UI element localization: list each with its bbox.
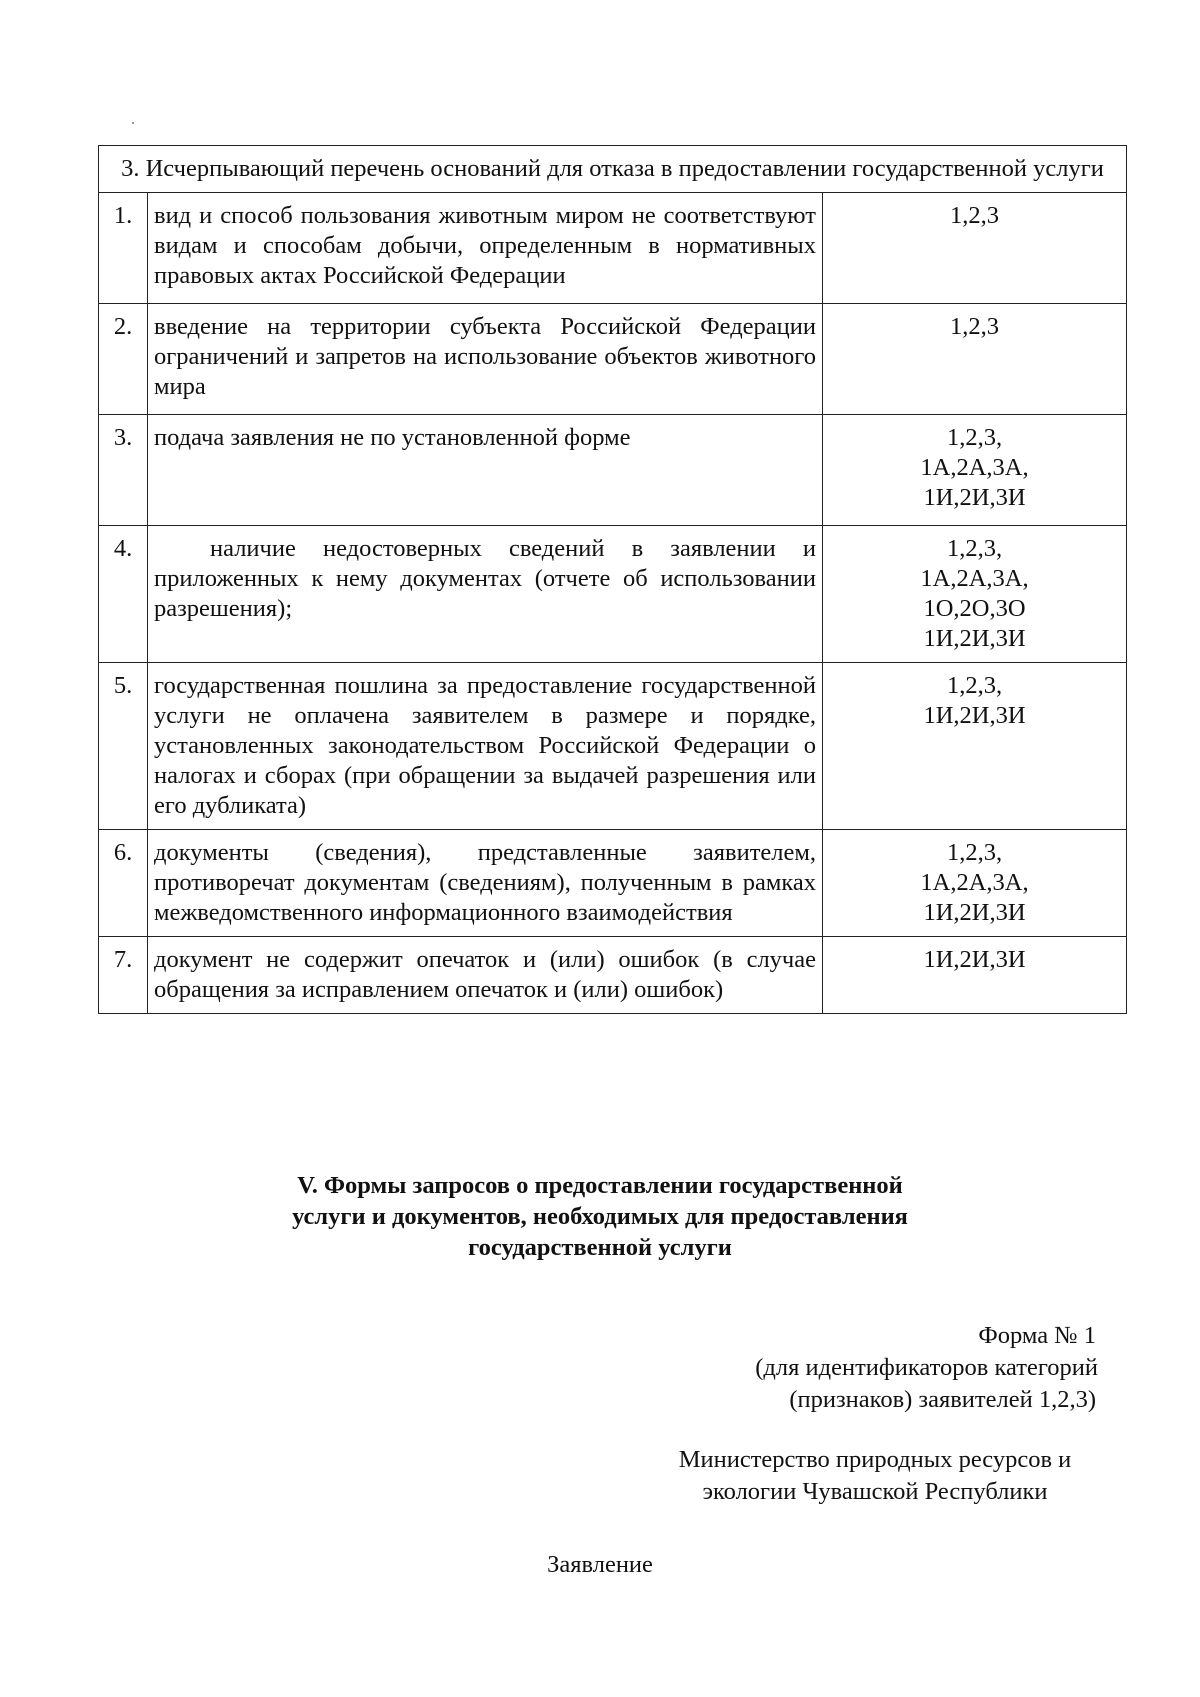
code-line: 1А,2А,3А,	[920, 869, 1029, 896]
code-line: 1А,2А,3А,	[920, 454, 1029, 481]
form-note: (признаков) заявителей 1,2,3)	[789, 1386, 1096, 1413]
table-header: 3. Исчерпывающий перечень оснований для отказа в предоставлении государственной услуги	[99, 146, 1127, 193]
row-description: наличие недостоверных сведений в заявлении и приложенных к нему документах (отчете об использовании разрешения);	[148, 526, 823, 663]
scan-speck	[132, 122, 134, 124]
code-line: 1О,2О,3О	[923, 595, 1026, 622]
row-description: государственная пошлина за предоставление государственной услуги не оплачена заявителем в размере и порядке, установленных законодательством Российской Федерации о налогах и сборах (при обращении за выдачей разрешения или его дубликата)	[148, 663, 823, 830]
section-heading	[200, 1170, 1000, 1263]
row-number: 7.	[99, 937, 148, 1014]
row-description: подача заявления не по установленной форме	[148, 415, 823, 526]
section-heading-line: государственной услуги	[468, 1234, 732, 1261]
row-codes	[823, 526, 1127, 663]
row-codes	[823, 937, 1127, 1014]
table-row	[99, 415, 1127, 526]
row-codes	[823, 304, 1127, 415]
table-row	[99, 526, 1127, 663]
row-number: 3.	[99, 415, 148, 526]
code-line: 1,2,3,	[946, 535, 1003, 562]
row-codes	[823, 193, 1127, 304]
table-row	[99, 193, 1127, 304]
table-header-row	[99, 146, 1127, 193]
section-heading-line: V. Формы запросов о предоставлении государственной	[297, 1172, 903, 1199]
addressee-line: Министерство природных ресурсов и	[678, 1446, 1072, 1473]
code-line: 1А,2А,3А,	[920, 565, 1029, 592]
row-codes	[823, 830, 1127, 937]
code-line: 1,2,3,	[946, 424, 1003, 451]
row-description: документы (сведения), представленные заявителем, противоречат документам (сведениям), полученным в рамках межведомственного информационного взаимодействия	[148, 830, 823, 937]
form-label-block	[578, 1320, 1098, 1416]
code-line: 1,2,3,	[946, 672, 1003, 699]
form-number: Форма № 1	[978, 1322, 1096, 1349]
addressee-line: экологии Чувашской Республики	[702, 1478, 1048, 1505]
code-line: 1,2,3	[950, 313, 999, 340]
addressee-block	[640, 1444, 1110, 1508]
code-line: 1И,2И,3И	[923, 484, 1026, 511]
code-line: 1,2,3	[950, 202, 999, 229]
row-description: введение на территории субъекта Российской Федерации ограничений и запретов на использование объектов животного мира	[148, 304, 823, 415]
row-codes	[823, 415, 1127, 526]
row-number: 1.	[99, 193, 148, 304]
code-line: 1И,2И,3И	[923, 625, 1026, 652]
table-row	[99, 830, 1127, 937]
form-note: (для идентификаторов категорий	[755, 1354, 1098, 1381]
row-description: документ не содержит опечаток и (или) ошибок (в случае обращения за исправлением опечаток и (или) ошибок)	[148, 937, 823, 1014]
row-number: 4.	[99, 526, 148, 663]
table-row	[99, 937, 1127, 1014]
code-line: 1И,2И,3И	[923, 702, 1026, 729]
row-number: 2.	[99, 304, 148, 415]
code-line: 1И,2И,3И	[923, 899, 1026, 926]
code-line: 1И,2И,3И	[923, 946, 1026, 973]
row-number: 6.	[99, 830, 148, 937]
refusal-grounds-table	[98, 145, 1127, 1014]
row-codes	[823, 663, 1127, 830]
table-row	[99, 304, 1127, 415]
row-number: 5.	[99, 663, 148, 830]
section-heading-line: услуги и документов, необходимых для предоставления	[292, 1203, 908, 1230]
statement-title: Заявление	[547, 1551, 653, 1578]
row-description: вид и способ пользования животным миром не соответствуют видам и способам добычи, определенным в нормативных правовых актах Российской Федерации	[148, 193, 823, 304]
code-line: 1,2,3,	[946, 839, 1003, 866]
table-row	[99, 663, 1127, 830]
